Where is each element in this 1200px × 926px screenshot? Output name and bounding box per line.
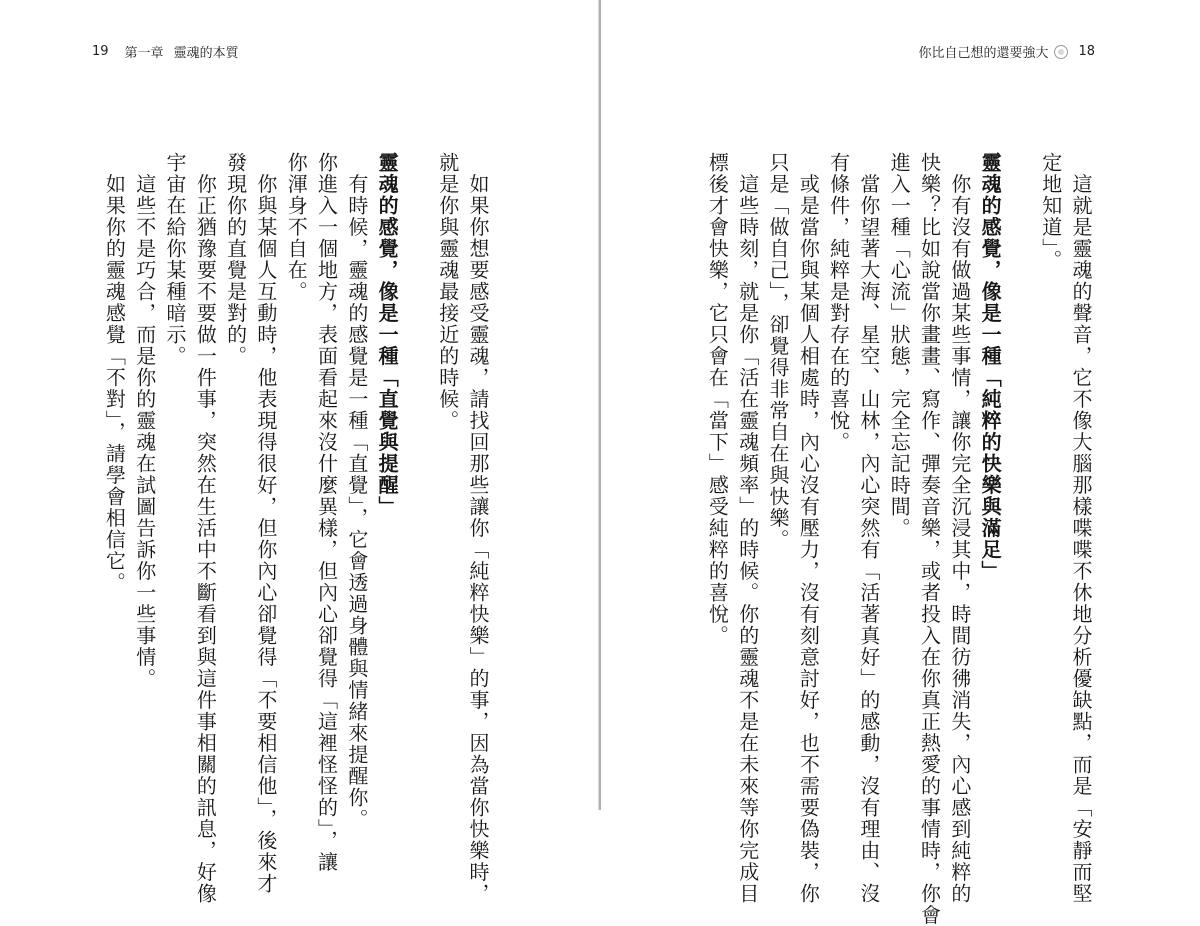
text-line: 這些不是巧合，而是你的靈魂在試圖告訴你一些事情。 <box>132 152 157 690</box>
book-title: 你比自己想的還要強大 <box>918 46 1049 61</box>
text-line: 定地知道」。 <box>1038 152 1063 271</box>
left-page-number: 19 <box>92 44 109 59</box>
right-page-number: 18 <box>1078 44 1095 59</box>
section-heading: 靈魂的感覺，像是一種「直覺與提醒」 <box>375 152 400 518</box>
text-line: 發現你的直覺是對的。 <box>223 152 248 367</box>
text-line: 當你望著大海、星空、山林，內心突然有「活著真好」的感動，沒有理由、沒 <box>856 152 881 905</box>
text-line: 你渾身不自在。 <box>284 152 309 303</box>
text-line: 有時候，靈魂的感覺是一種「直覺」，它會透過身體與情緒來提醒你。 <box>344 152 369 830</box>
blank-line <box>1011 152 1035 772</box>
text-line: 你進入一個地方，表面看起來沒什麼異樣，但內心卻覺得「這裡怪怪的」，讓 <box>314 152 339 873</box>
text-line: 進入一種「心流」狀態，完全忘記時間。 <box>887 152 912 539</box>
text-line: 這些時刻，就是你「活在靈魂頻率」的時候。你的靈魂不是在未來等你完成目 <box>735 152 760 905</box>
text-line: 宇宙在給你某種暗示。 <box>163 152 187 367</box>
text-line: 就是你與靈魂最接近的時候。 <box>435 152 460 432</box>
text-line: 你正猶豫要不要做一件事，突然在生活中不斷看到與這件事相關的訊息，好像 <box>193 152 218 905</box>
left-running-header <box>92 42 239 61</box>
left-body-text <box>99 152 493 905</box>
text-line: 標後才會快樂，它只會在「當下」感受純粹的喜悅。 <box>705 152 730 647</box>
text-line: 你與某個人互動時，他表現得很好，但你內心卻覺得「不要相信他」，後來才 <box>253 152 278 895</box>
text-line: 這就是靈魂的聲音，它不像大腦那樣喋喋不休地分析優缺點，而是「安靜而堅 <box>1069 152 1093 905</box>
blank-line <box>408 152 432 772</box>
text-line: 如果你想要感受靈魂，請找回那些讓你「純粹快樂」的事，因為當你快樂時， <box>466 152 490 905</box>
text-line: 只是「做自己」，卻覺得非常自在與快樂。 <box>766 152 790 551</box>
text-line: 有條件，純粹是對存在的喜悅。 <box>826 152 851 453</box>
text-line: 你有沒有做過某些事情，讓你完全沉浸其中，時間彷彿消失，內心感到純粹的 <box>947 152 972 905</box>
right-page <box>601 0 1200 926</box>
text-line: 快樂？比如說當你畫畫、寫作、彈奏音樂，或者投入在你真正熱愛的事情時，你會 <box>917 152 942 926</box>
left-page <box>0 0 599 905</box>
text-line: 或是當你與某個人相處時，內心沒有壓力，沒有刻意討好，也不需要偽裝，你 <box>796 152 821 905</box>
circle-emblem-icon <box>1054 45 1068 59</box>
section-heading: 靈魂的感覺，像是一種「純粹的快樂與滿足」 <box>978 152 1003 582</box>
text-line: 如果你的靈魂感覺「不對」，請學會相信它。 <box>102 152 127 594</box>
chapter-title: 靈魂的本質 <box>173 46 239 61</box>
right-running-header <box>918 42 1095 61</box>
chapter-label: 第一章 <box>124 46 164 61</box>
right-body-text <box>702 152 1096 926</box>
